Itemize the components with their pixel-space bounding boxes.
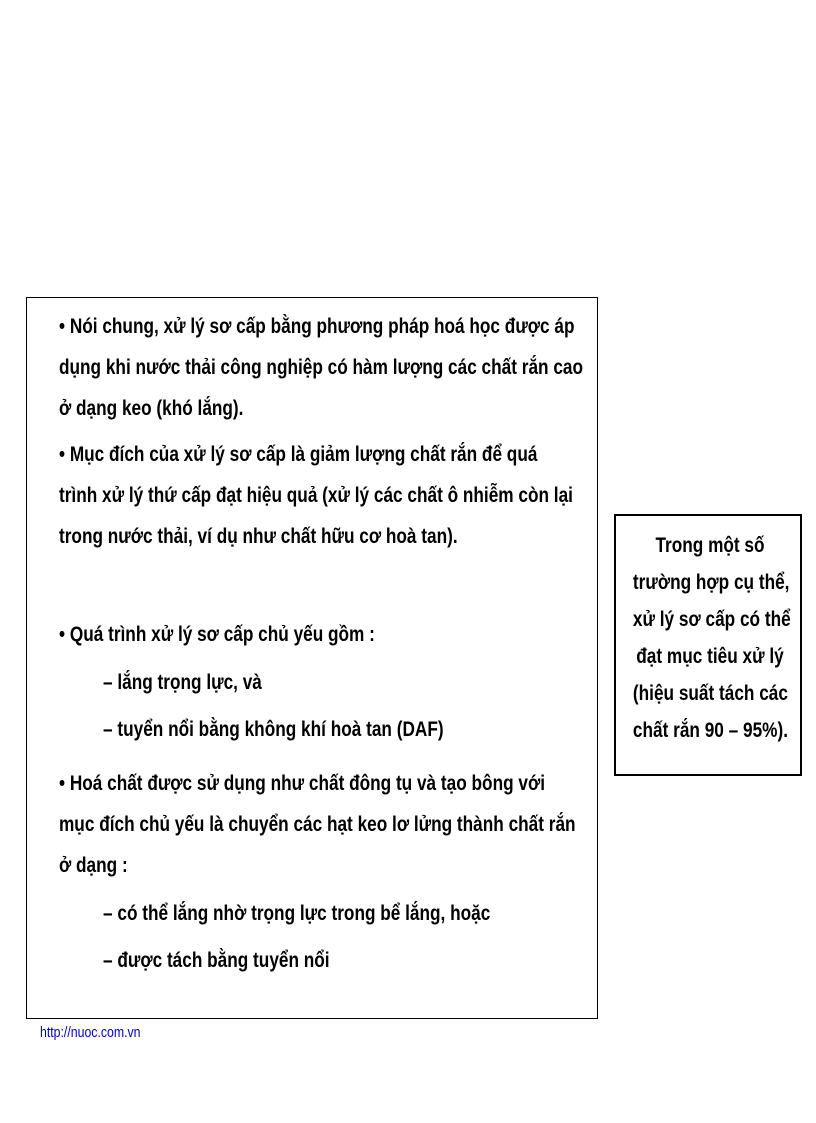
para-4-line-1: • Hoá chất được sử dụng như chất đông tụ và tạo bông với bbox=[59, 772, 546, 795]
para-1-line-1: • Nói chung, xử lý sơ cấp bằng phương pháp hoá học được áp bbox=[59, 315, 575, 338]
side-note-line-3: xử lý sơ cấp có thể bbox=[632, 608, 791, 631]
para-4-subitem-1: – có thể lắng nhờ trọng lực trong bể lắng, hoặc bbox=[103, 902, 491, 925]
para-3-subitem-2: – tuyển nổi bằng không khí hoà tan (DAF) bbox=[103, 718, 444, 741]
side-note-line-4: đạt mục tiêu xử lý bbox=[636, 645, 784, 668]
source-link[interactable]: http://nuoc.com.vn bbox=[40, 1024, 141, 1041]
side-note-box bbox=[614, 514, 802, 776]
para-3-line-1: • Quá trình xử lý sơ cấp chủ yếu gồm : bbox=[59, 623, 375, 646]
main-text-box bbox=[26, 297, 598, 1019]
para-4-line-3: ở dạng : bbox=[59, 854, 128, 877]
para-1-line-3: ở dạng keo (khó lắng). bbox=[59, 397, 244, 420]
para-2-line-2: trình xử lý thứ cấp đạt hiệu quả (xử lý các chất ô nhiễm còn lại bbox=[59, 484, 573, 507]
side-note-line-5: (hiệu suất tách các bbox=[632, 682, 788, 705]
para-2-line-1: • Mục đích của xử lý sơ cấp là giảm lượng chất rắn để quá bbox=[59, 443, 538, 466]
para-3-subitem-1: – lắng trọng lực, và bbox=[103, 671, 262, 694]
para-4-subitem-2: – được tách bằng tuyển nổi bbox=[103, 949, 330, 972]
side-note-line-6: chất rắn 90 – 95%). bbox=[632, 719, 788, 742]
para-2-line-3: trong nước thải, ví dụ như chất hữu cơ hoà tan). bbox=[59, 525, 458, 548]
side-note-line-1: Trong một số bbox=[655, 534, 765, 557]
para-4-line-2: mục đích chủ yếu là chuyển các hạt keo lơ lửng thành chất rắn bbox=[59, 813, 576, 836]
para-1-line-2: dụng khi nước thải công nghiệp có hàm lượng các chất rắn cao bbox=[59, 356, 584, 379]
side-note-line-2: trường hợp cụ thể, bbox=[632, 571, 790, 594]
